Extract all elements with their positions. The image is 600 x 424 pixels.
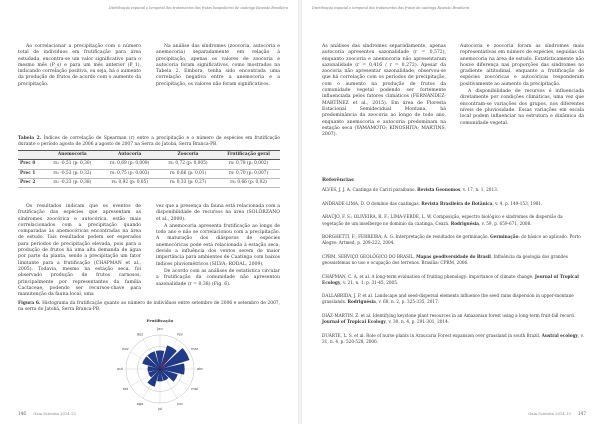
table-cell: rs: 0,70 (p: 0,007): [217, 169, 280, 178]
reference-item: CPRM, SERVIÇO GEOLÓGICO DO BRASIL. Mapas geodiversidade do Brasil. Influência da geologia dos grandes geossistemas no uso e ocupação dos terrenos. Brasília: CPRM, 2006.: [322, 253, 568, 265]
table-row: [18, 178, 280, 187]
table-header: Frutificação geral: [217, 151, 280, 160]
left-col1-top: [18, 44, 141, 89]
month-label: out: [117, 367, 123, 372]
month-label: mai: [191, 387, 198, 392]
right-col1: [322, 44, 446, 139]
paragraph: Autocoria e zoocoria foram as síndromes mais representativas em número de espécies, seguidas da anemocoria na área de estudo. Estatisticamente não houve diferença nas proporções das síndromes no gradiente altitudinal, enquanto a frutificação de espécies zoocóricas e autocóricas responderam positivamente ao aumento da precipitação.: [460, 44, 584, 87]
references: [322, 173, 584, 352]
table-header: Autocoria: [101, 151, 159, 160]
paragraph: A disponibilidade de recursos é influenciada diretamente por condições climáticas, uma vez que encontram-se variações dos grupos, nos diferentes níveis de pluviosidade. Essas variações em escala local podem influenciar na estrutura e dinâmica da comunidade vegetal.: [460, 89, 584, 126]
month-label: mar: [191, 347, 199, 352]
month-label: jun: [177, 401, 183, 406]
paragraph: A anemocoria apresenta frutificação ao longo de todo ano e não se correlacionou com a precipitação. A maturação dos diásporos de espécies anemocóricas pode está relacionada à estação seca, devido a influência dos ventos serem de maior importância para ambientes de Caatinga com baixos índices pluviométricos (SILVA; RODAL, 2009).: [156, 223, 280, 267]
paragraph: Os resultados indicam que os eventos de frutificação das espécies que apresentam as síndromes zoocórica e autocórica, estão mais correlacionados com a precipitação quando comparadas às anemocóricas encontradas na área de estudo. Tais resultados podem ser esperados para períodos de precipitação elevada, pois para a produção de frutos há uma alta demanda de água por parte da planta, sendo a precipitação um fator limitante para a frutificação (CHAPMAN et al., 2005). Todavia, mesmo na estação seca, foi observado produção de frutos carnosos, principalmente por representantes da família Cactaceae, podendo ser recursos-chave para manutenção da fauna local, uma: [18, 204, 141, 298]
left-page: [0, 0, 298, 424]
table-cell: rs: 0,78 (p: 0,002): [217, 160, 280, 169]
chart-title: Frutificação: [146, 318, 174, 323]
table-caption: Tabela 2. Índices de correlação de Spearman (r) entre a precipitação e o número de espécies em frutificação durante o período agosto de 2006 a agosto de 2007 na Serra do Jatobá, Serra Branca-PB.: [18, 136, 280, 147]
left-col1-lower: [18, 204, 141, 299]
table-row: [18, 160, 280, 169]
correlation-table: [18, 150, 280, 188]
reference-item: ANDRADE-LIMA, D. O domínio das caatingas. Revista Brasileira de Botânica, v. 4, p. 149-153, 1981.: [322, 200, 543, 206]
paragraph: As análises das síndromes separadamente, apenas autocoria apresentou sazonalidade (r = 0,572), enquanto zoocoria e anemocoria não apresentaram sazonalidade (r = 0,416 / r = 0,272). Apesar da zoocoria não apresentar sazonalidade, observou-se que há correlação com os períodos de precipitação, com o aumento na produção de frutos da comunidade vegetal podendo ser fortemente influenciada pelos fatores climáticos (FERNÁNDEZ-MARTÍNEZ et al., 2015). Em área de Floresta Estacional Semidecidual Montana, há predominância da zoocoria ao longo de todo ano, enquanto anemocoria e autocoria predominam na estação seca (YAMAMOTO; KINOSHITA; MARTINS, 2007).: [322, 44, 446, 138]
journal-name: Gaia Scientia 2014.13: [528, 411, 571, 416]
paragraph: De acordo com as análises de estatística circular a frutificação da comunidade não apresentou sazonalidade (r = 0,38) (Fig. 6).: [156, 268, 280, 287]
table-cell: rs: 0,69 (p: 0,009): [101, 160, 159, 169]
table-header: [18, 151, 44, 160]
reference-item: DALLABRIDA, J. P. et al. Landscape and seed-dispersal elements influence the seed rains dispersion in upper-montane grasslands. Rodriguésia, v. 68, n. 2, p. 325-335, 2017.: [322, 293, 574, 305]
paragraph: Na análise das síndromes (zoocoria, autocoria e anemocoria) separadamente em relação à precipitação, apenas os valores de zoocoria e autocoria foram significativos, como mostrados na Tabela 2. Embora, tenha sido encontrada uma correlação negativa entre a anemocoria e a precipitação, os valores não foram significativos.: [156, 44, 280, 87]
reference-item: DUARTE, L. S. et al. Role of nurse plants in Araucaria Forest expansion over grassland in south Brazil. Austral ecology, v. 31, n. 4, p. 520-528, 2006.: [322, 332, 584, 344]
left-footer: [18, 411, 76, 416]
table-header: Zoocoria: [159, 151, 217, 160]
table-cell: rs: 0,66 (p: 0,02): [217, 178, 280, 187]
table-row: [18, 169, 280, 178]
table-cell: rs: -0,53 (p: 0,32): [44, 169, 101, 178]
page-number: 147: [578, 411, 586, 416]
right-footer: [528, 411, 586, 416]
right-page: [302, 0, 600, 424]
table-cell: rs: 0,75 (p: 0,003): [101, 169, 159, 178]
month-label: nov: [122, 347, 129, 352]
reference-item: ALVES, J. J. A. Caatinga do Cariri paraibano. Revista Geonomos, v. 17, n. 1, 2013.: [322, 187, 499, 193]
reference-item: BORGHETTI, F.; FERREIRA, A. G. Interpretação de resultados de germinação. Germinação: do básico ao aplicado. Porto Alegre: Artmed, p. 209-222, 2004.: [322, 234, 581, 246]
table-cell: rs: 0,66 (p: 0,01): [159, 169, 217, 178]
journal-name: Gaia Scientia 2014.13: [33, 411, 76, 416]
month-label: jul: [157, 407, 163, 412]
rose-chart: [112, 318, 208, 416]
table-header: Anemocoria: [44, 151, 101, 160]
reference-item: ARAÚJO, F. S.; OLIVEIRA, R. F.; LIMA-VERDE, L. W. Composição, espectro biológico e síndromes de dispersão da vegetação de um inselberge no domínio da caatinga, Ceará. Rodriguésia, v. 59, p. 659-671, 2008.: [322, 214, 563, 226]
figure-caption: Figura 6. Histograma da frutificação quanto ao número de indivíduos entre setembro de 2006 e setembro de 2007, na serra do Jatobá, Serra Branca-PB.: [18, 301, 280, 312]
table-block: [18, 134, 280, 188]
table-cell: rs: 0,33 (p: 0,27): [159, 178, 217, 187]
reference-item: CHAPMAN, C. A. et al. A long-term evaluation of fruiting phenology: importance of climate change. Journal of Tropical Ecology, v. 21, n. 1, p. 31-45, 2005.: [322, 273, 579, 285]
month-label: dez: [136, 332, 144, 337]
month-label: abr: [197, 367, 203, 372]
table-cell: Prec 2: [18, 178, 44, 187]
month-label: set: [122, 387, 129, 392]
table-cell: Prec 0: [18, 160, 44, 169]
right-running-head: Distribuição espacial e temporal dos tratamentos das frutos de caatinga Reunião Brasileira: [312, 6, 470, 10]
references-title: Referências: [322, 177, 354, 183]
table-cell: rs: 0,92 (p: 0,05): [101, 178, 159, 187]
table-cell: Prec 1: [18, 169, 44, 178]
paragraph: Ao correlacionar a precipitação com o número total de indivíduos em frutificação para área estudada, encontra-se um valor significativo para o mesmo mês (P_s) e para um mês anterior (P_1), indicando correlação positiva, ou seja, há o aumento da produção de frutos de acordo com o aumento da precipitação.: [18, 44, 141, 87]
left-col2-lower: [156, 204, 280, 289]
table-cell: rs: -0,23 (p: 0,38): [44, 178, 101, 187]
table-cell: rs: -0,51 (p: 0,30): [44, 160, 101, 169]
page-number: 146: [18, 411, 26, 416]
reference-item: DIAZ-MARTIN, Z. et al. Identifying keystone plant resources in an Amazonian forest using a long-term fruit-fall record. Journal of Tropical Ecology, v. 30, n. 4, p. 291-301, 2014.: [322, 312, 576, 325]
paragraph: vez que a presença da fauna está relacionada com a disponibilidade de recursos na área (SOLÓRZANO et al., 2000).: [156, 204, 280, 222]
month-label: fev: [177, 332, 183, 337]
table-cell: rs: 0,72 (p: 0,005): [159, 160, 217, 169]
month-label: jan: [157, 327, 163, 332]
left-running-head: Distribuição espacial e temporal dos tratamentos das frutos hospedeiros de caatinga Reunião Brasileira: [108, 6, 288, 10]
month-label: ago: [136, 401, 144, 406]
right-col2: [460, 44, 584, 128]
left-col2-top: [156, 44, 280, 89]
figure-caption-block: [18, 299, 280, 315]
rose-svg: [112, 323, 208, 413]
